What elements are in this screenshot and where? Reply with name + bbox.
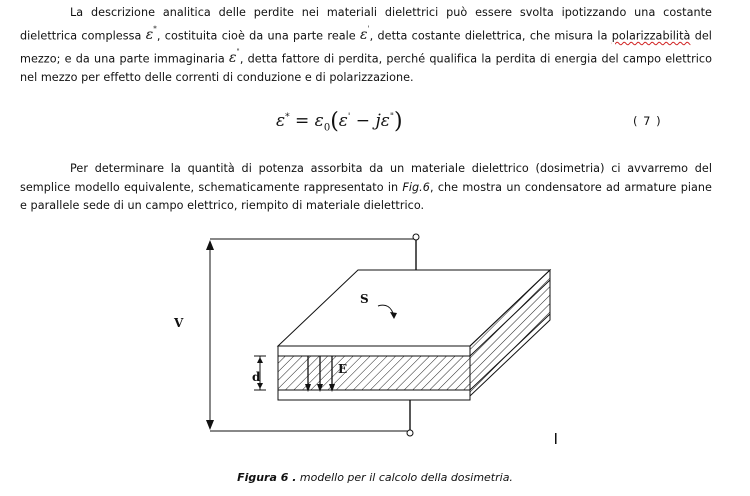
equation-complex-permittivity: $\varepsilon^* = \varepsilon_0(\varepsilon' - j\varepsilon^")$ bbox=[276, 109, 403, 134]
voltage-arrow-top bbox=[206, 240, 214, 250]
paragraph-dielectric-losses bbox=[20, 4, 712, 87]
paragraph-dosimetry bbox=[20, 160, 712, 216]
capacitor-figure bbox=[150, 228, 600, 460]
thickness-label: d bbox=[252, 370, 261, 384]
equation-number: ( 7 ) bbox=[633, 114, 662, 128]
paragraph1-text-5: , detta fattore di perdita, perché qualifica la perdita di energia del campo elettrico nel mezzo per effetto delle correnti di conduzione e di polarizzazione. bbox=[20, 52, 712, 84]
figure-reference: Fig.6 bbox=[402, 180, 430, 194]
epsilon-imaginary-symbol: ε" bbox=[228, 47, 240, 67]
capacitor-diagram bbox=[150, 228, 600, 460]
spellcheck-word: polarizzabilità bbox=[611, 29, 691, 43]
caption-title: Figura 6 . bbox=[237, 471, 297, 484]
field-label: E bbox=[338, 362, 348, 376]
paragraph1-text-4: del mezzo; e da una parte immaginaria bbox=[20, 29, 712, 66]
current-label-mark bbox=[555, 433, 557, 444]
top-plate-edge bbox=[278, 346, 470, 356]
surface-label: S bbox=[360, 292, 369, 306]
figure-caption bbox=[0, 471, 750, 484]
caption-text: modello per il calcolo della dosimetria. bbox=[296, 471, 513, 484]
paragraph1-text-3: , detta costante dielettrica, che misura la bbox=[369, 29, 612, 43]
paragraph2-text-2: , che mostra un condensatore ad armature piane e parallele sede di un campo elettrico, riempito di materiale dielettrico. bbox=[20, 180, 712, 212]
voltage-arrow-bottom bbox=[206, 420, 214, 430]
voltage-label: V bbox=[174, 316, 184, 330]
paragraph1-text-2: , costituita cioè da una parte reale bbox=[156, 29, 361, 43]
epsilon-real-symbol: ε' bbox=[360, 24, 370, 44]
paragraph2-text-1: Per determinare la quantità di potenza assorbita da un materiale dielettrico (dosimetria) ci avvarremo del semplice modello equivalente, schematicamente rappresentato in bbox=[20, 162, 712, 194]
bottom-terminal bbox=[407, 430, 413, 436]
top-terminal bbox=[413, 234, 419, 240]
paragraph1-text-1: La descrizione analitica delle perdite nei materiali dielettrici può essere svolta ipotizzando una costante dielettrica complessa bbox=[20, 6, 712, 43]
epsilon-complex-symbol: ε* bbox=[145, 24, 157, 44]
bottom-plate-edge bbox=[278, 390, 470, 400]
